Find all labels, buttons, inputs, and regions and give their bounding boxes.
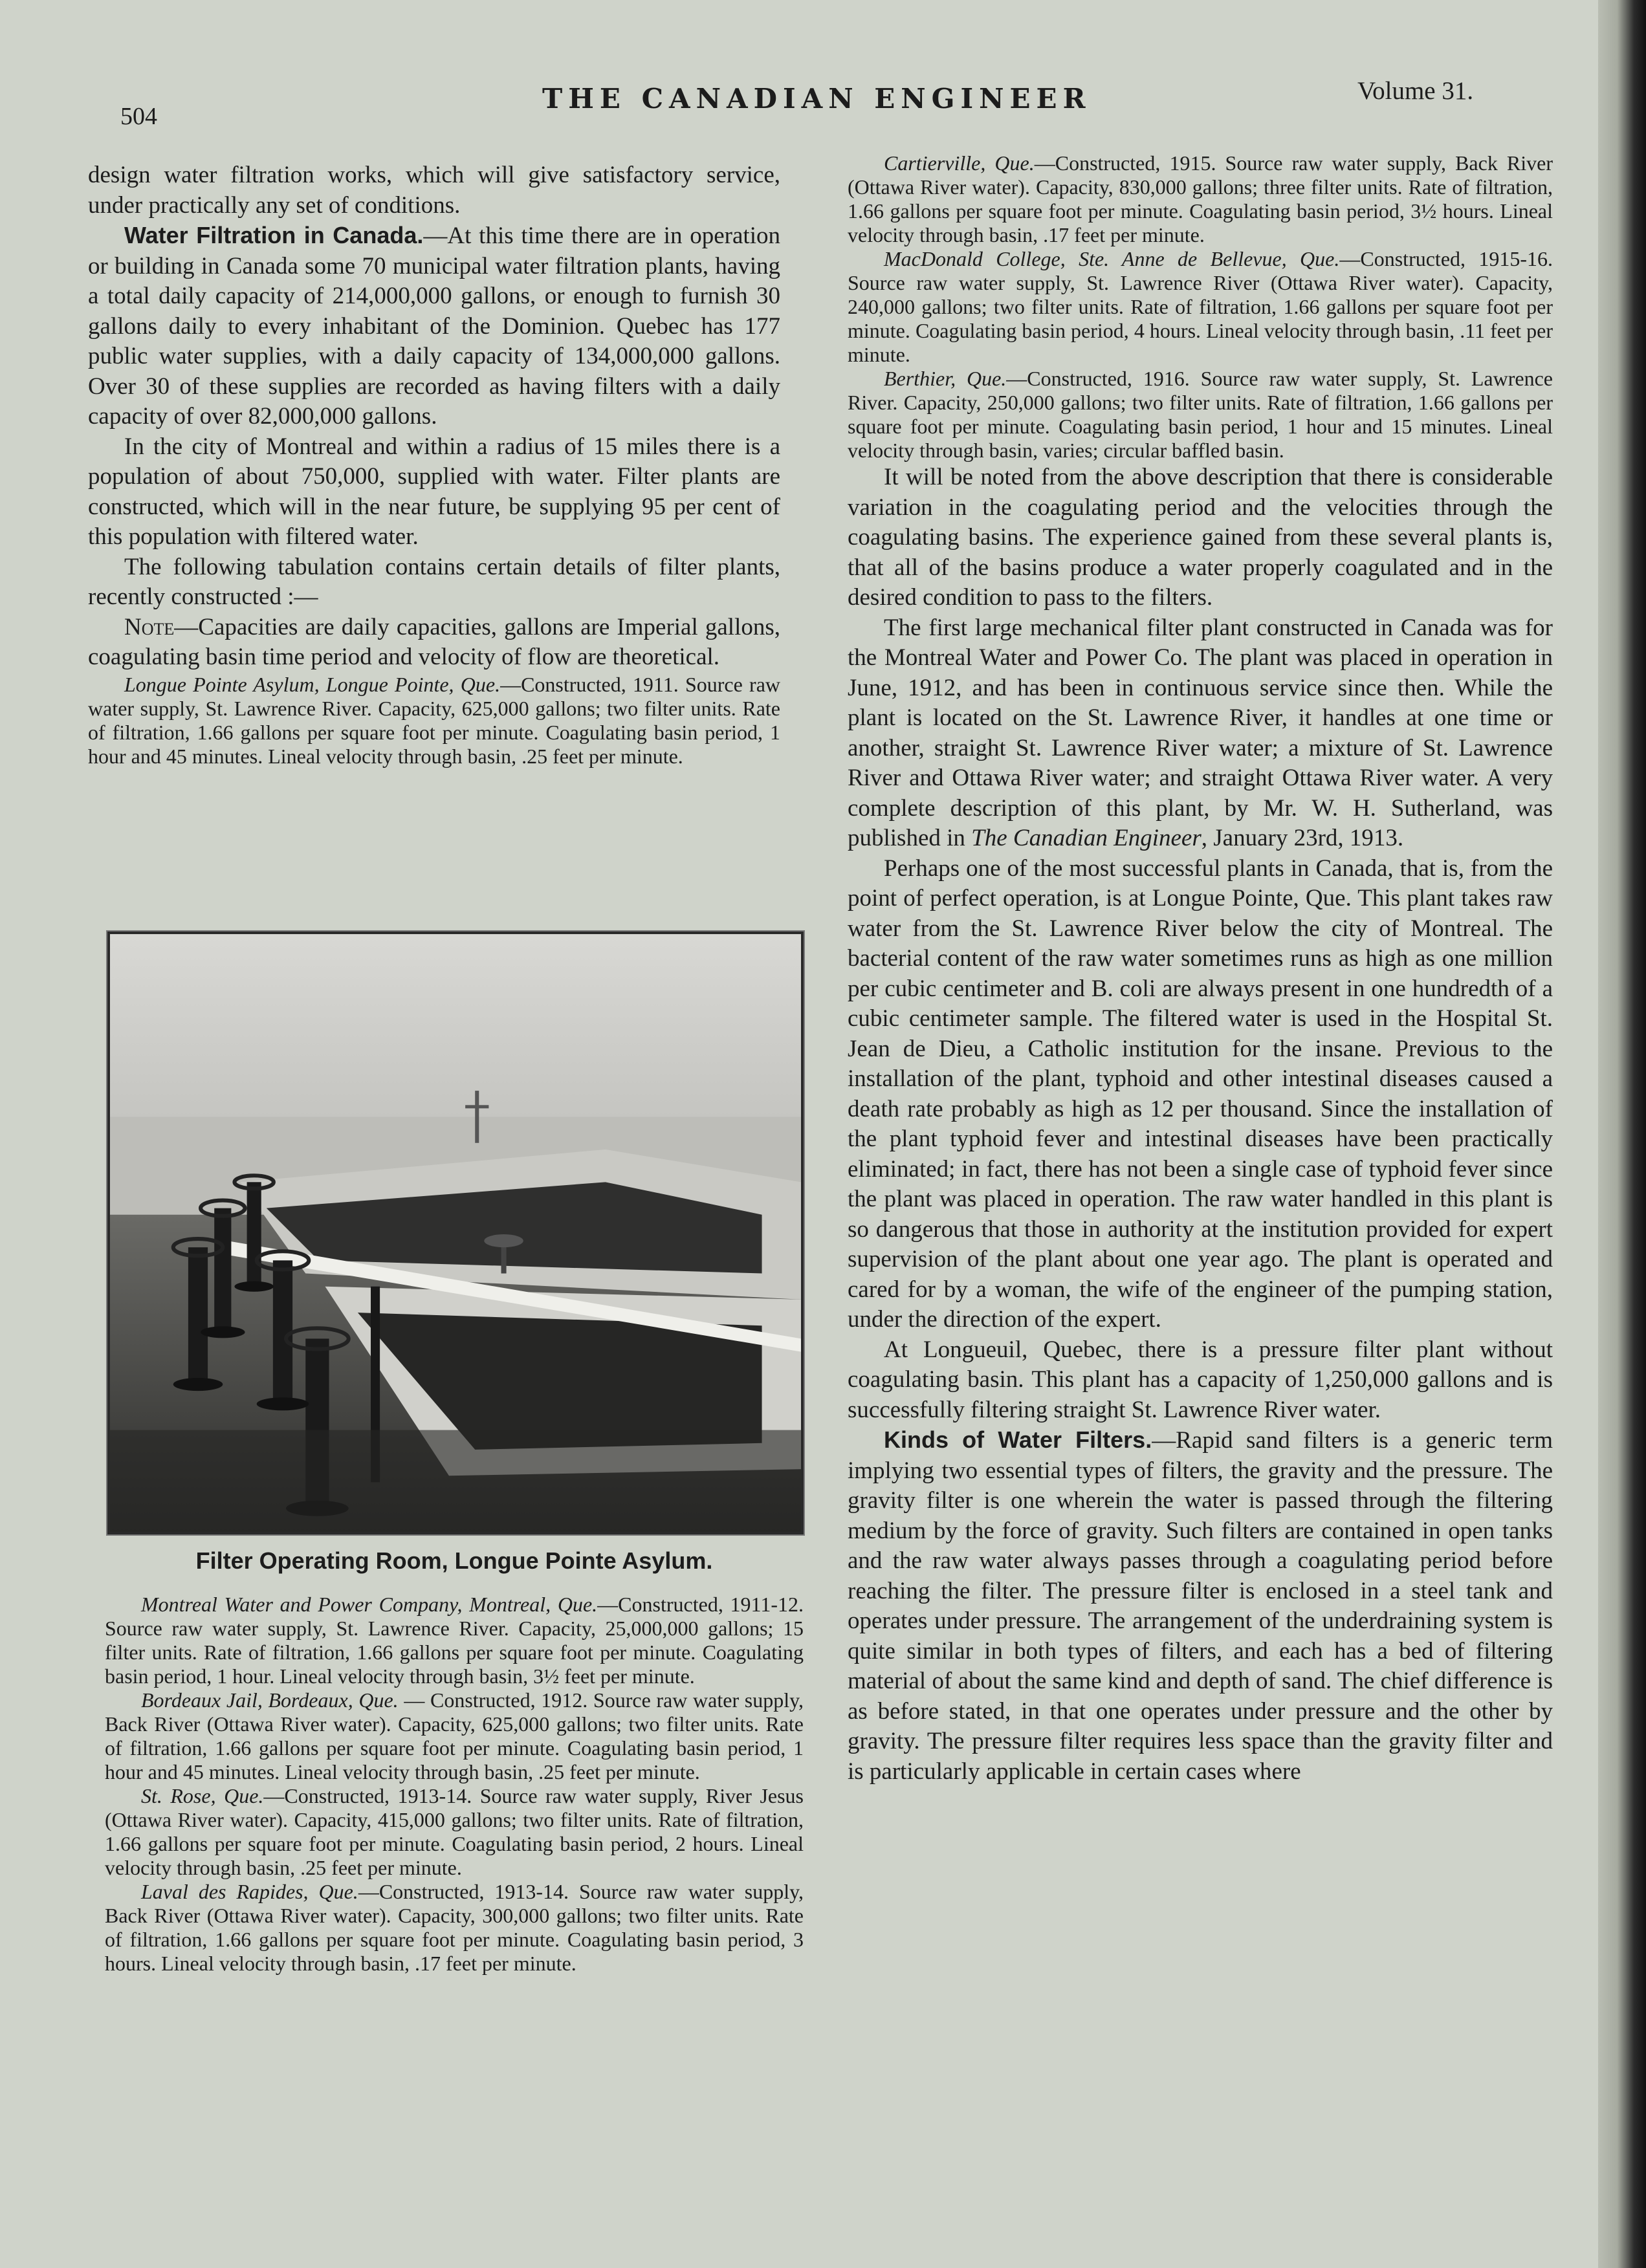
page-number: 504: [120, 103, 157, 130]
entry-place: MacDonald College, Ste. Anne de Bellevue, Que.: [884, 247, 1340, 270]
entry-bordeaux-jail: Bordeaux Jail, Bordeaux, Que. — Constructed, 1912. Source raw water supply, Back River (Ottawa River water). Capacity, 625,000 gallons; two filter units. Rate of filtration, 1.66 gallons per square foot per minute. Coagulating basin period, 1 hour and 45 minutes. Lineal velocity through basin, .25 feet per minute.: [105, 1688, 804, 1783]
entry-laval-des-rapides: Laval des Rapides, Que.—Constructed, 1913-14. Source raw water supply, Back River (Ottawa River water). Capacity, 300,000 gallons; two filter units. Rate of filtration, 1.66 gallons per square foot per minute. Coagulating basin period, 3 hours. Lineal velocity through basin, .17 feet per minute.: [105, 1880, 804, 1975]
entry-place: Cartierville, Que.: [884, 151, 1035, 175]
filter-room-photo-image: [110, 934, 801, 1532]
paragraph-note: Note—Capacities are daily capacities, gallons are Imperial gallons, coagulating basin time period and velocity of flow are theoretical.: [88, 613, 780, 670]
entry-place: Montreal Water and Power Company, Montreal, Que.: [141, 1593, 598, 1616]
paragraph-first-plant: The first large mechanical filter plant constructed in Canada was for the Montreal Water and Power Co. The plant was placed in operation in June, 1912, and has been in continuous service since then. While the plant is located on the St. Lawrence River, it handles at one time or another, straight St. Lawrence River water; a mixture of St. Lawrence River and Ottawa River water; and straight Ottawa River water. A very complete description of this plant, by Mr. W. H. Sutherland, was published in The Canadian Engineer, January 23rd, 1913.: [848, 614, 1553, 851]
paragraph-water-filtration-canada: Water Filtration in Canada.—At this time there are in operation or building in Canada some 70 municipal water filtration plants, having a total daily capacity of 214,000,000 gallons, or enough to furnish 30 gallons daily to every inhabitant of the Dominion. Quebec has 177 public water supplies, with a daily capacity of 134,000,000 gallons. Over 30 of these supplies are recorded as having filters with a daily capacity of over 82,000,000 gallons.: [88, 222, 780, 430]
paragraph-continuation: design water filtration works, which will give satisfactory service, under practically any set of conditions.: [88, 162, 780, 219]
entry-longue-pointe: Longue Pointe Asylum, Longue Pointe, Que.—Constructed, 1911. Source raw water supply, St. Lawrence River. Capacity, 625,000 gallons; two filter units. Rate of filtration, 1.66 gallons per square foot per minute. Coagulating basin period, 1 hour and 45 minutes. Lineal velocity through basin, .25 feet per minute.: [88, 672, 781, 768]
filter-room-photo: [107, 932, 804, 1534]
paragraph-kinds-of-filters: Kinds of Water Filters.—Rapid sand filters is a generic term implying two essential types of filters, the gravity and the pressure. The gravity filter is one wherein the water is passed through the filtering medium by the force of gravity. Such filters are contained in open tanks and the raw water always passes through a coagulating period before reaching the filter. The pressure filter is enclosed in a steel tank and operates under pressure. The arrangement of the underdraining system is quite similar in both types of filters, and each has a bed of filtering material of about the same kind and depth of sand. The chief difference is as before stated, in that one operates under pressure and the other by gravity. The pressure filter requires less space than the gravity filter and is particularly applicable in certain cases where: [848, 1426, 1553, 1785]
volume-label: Volume 31.: [1357, 77, 1474, 105]
entry-cartierville: Cartierville, Que.—Constructed, 1915. Source raw water supply, Back River (Ottawa River water). Capacity, 830,000 gallons; three filter units. Rate of filtration, 1.66 gallons per square foot per minute. Coagulating basin period, 3½ hours. Lineal velocity through basin, .17 feet per minute.: [848, 151, 1553, 246]
paragraph-montreal: In the city of Montreal and within a radius of 15 miles there is a population of about 750,000, supplied with water. Filter plants are constructed, which will in the near future, be supplying 95 per cent of this population with filtered water.: [88, 433, 780, 550]
entry-macdonald-college: MacDonald College, Ste. Anne de Bellevue, Que.—Constructed, 1915-16. Source raw water supply, St. Lawrence River (Ottawa River water). Capacity, 240,000 gallons; two filter units. Rate of filtration, 1.66 gallons per square foot per minute. Coagulating basin period, 4 hours. Lineal velocity through basin, .11 feet per minute.: [848, 247, 1553, 366]
paragraph-tabulation-intro: The following tabulation contains certain details of filter plants, recently constructed :—: [88, 553, 780, 610]
entry-place: Laval des Rapides, Que.: [141, 1880, 358, 1903]
entry-place: Longue Pointe Asylum, Longue Pointe, Que.: [124, 672, 501, 696]
entry-berthier: Berthier, Que.—Constructed, 1916. Source raw water supply, St. Lawrence River. Capacity, 250,000 gallons; two filter units. Rate of filtration, 1.66 gallons per square foot per minute. Coagulating basin period, 1 hour and 15 minutes. Lineal velocity through basin, varies; circular baffled basin.: [848, 367, 1553, 462]
section-heading-kinds-of-filters: Kinds of Water Filters.: [884, 1426, 1152, 1453]
journal-reference: The Canadian Engineer: [971, 825, 1202, 851]
paragraph-longue-pointe: Perhaps one of the most successful plants in Canada, that is, from the point of perfect operation, is at Longue Pointe, Que. This plant takes raw water from the St. Lawrence River below the city of Montreal. The bacterial content of the raw water sometimes runs as high as one million per cubic centimeter and B. coli are always present in one hundredth of a cubic centimeter sample. The filtered water is used in the Hospital St. Jean de Dieu, a Catholic institution for the insane. Previous to the installation of the plant, typhoid and other intestinal diseases caused a death rate probably as high as 12 per thousand. Since the installation of the plant typhoid fever and intestinal diseases have been practically eliminated; in fact, there has not been a single case of typhoid fever since the plant was placed in operation. The raw water handled in this plant is so dangerous that those in authority at the institution provided for expert supervision of the plant about one year ago. The plant is operated and cared for by a woman, the wife of the engineer of the pumping station, under the direction of the expert.: [848, 855, 1553, 1333]
entry-place: Bordeaux Jail, Bordeaux, Que.: [141, 1688, 399, 1712]
page-header: [0, 76, 1598, 130]
note-label: Note: [124, 613, 175, 640]
left-column-bottom: [105, 1593, 804, 1976]
entry-place: St. Rose, Que.: [141, 1784, 264, 1807]
entry-st-rose: St. Rose, Que.—Constructed, 1913-14. Source raw water supply, River Jesus (Ottawa River water). Capacity, 415,000 gallons; two filter units. Rate of filtration, 1.66 gallons per square foot per minute. Coagulating basin period, 2 hours. Lineal velocity through basin, .25 feet per minute.: [105, 1784, 804, 1879]
book-spine-shadow: [1598, 0, 1646, 2268]
entry-place: Berthier, Que.: [884, 367, 1007, 390]
right-column: [848, 151, 1553, 1787]
left-column-top: [88, 160, 780, 769]
paragraph-longueuil: At Longueuil, Quebec, there is a pressure filter plant without coagulating basin. This plant has a capacity of 1,250,000 gallons and is successfully filtering straight St. Lawrence River water.: [848, 1336, 1553, 1423]
section-heading-water-filtration: Water Filtration in Canada.: [124, 222, 424, 248]
paragraph-variation-note: It will be noted from the above description that there is considerable variation in the coagulating period and the velocities through the coagulating basins. The experience gained from these several plants is, that all of the basins produce a water properly coagulated and in the desired condition to pass to the filters.: [848, 464, 1553, 611]
photo-caption: Filter Operating Room, Longue Pointe Asylum.: [195, 1547, 713, 1574]
journal-title: THE CANADIAN ENGINEER: [542, 83, 1092, 114]
entry-montreal-water-power: Montreal Water and Power Company, Montreal, Que.—Constructed, 1911-12. Source raw water supply, St. Lawrence River. Capacity, 25,000,000 gallons; 15 filter units. Rate of filtration, 1.66 gallons per square foot per minute. Coagulating basin period, 1 hour. Lineal velocity through basin, 3½ feet per minute.: [105, 1593, 804, 1688]
